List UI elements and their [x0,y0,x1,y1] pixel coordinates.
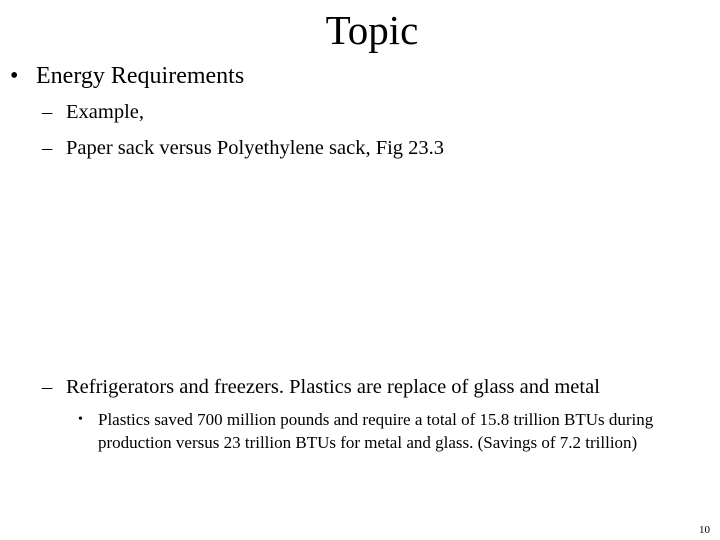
sub-item-text: Refrigerators and freezers. Plastics are replace of glass and metal [66,376,600,398]
sub-item-paper-sack [42,134,444,162]
bullet-energy-requirements [10,60,244,92]
slide-title: Topic [325,7,419,53]
bullet-marker: • [10,63,19,89]
detail-text: Plastics saved 700 million pounds and require a total of 15.8 trillion BTUs during production versus 23 trillion BTUs for metal and glass. (Savings of 7.2 trillion) [98,410,654,452]
sub-item-text: Paper sack versus Polyethylene sack, Fig 23.3 [66,137,445,159]
dash-marker: – [42,376,53,398]
sub-item-example [42,98,144,126]
page-number: 10 [699,524,710,536]
detail-plastics-saved [78,408,698,454]
detail-bullet-marker: • [78,412,83,427]
sub-item-text: Example, [66,101,144,123]
dash-marker: – [42,137,53,159]
sub-item-refrigerators [42,373,600,401]
dash-marker: – [42,101,53,123]
bullet-label: Energy Requirements [36,63,245,89]
